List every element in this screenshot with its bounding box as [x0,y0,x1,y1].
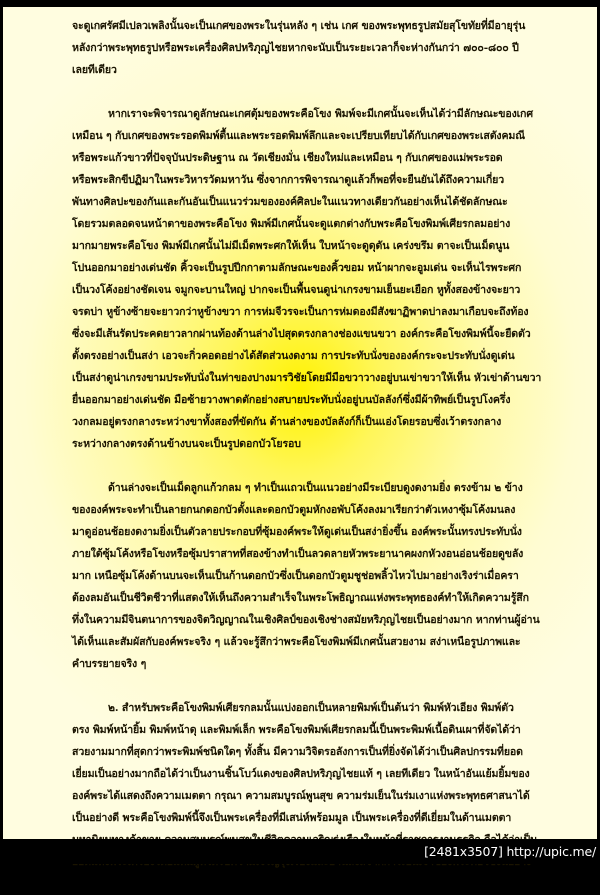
text-line: เยี่ยมเป็นอย่างมากถือได้ว่าเป็นงานชิ้นโบว์แดงของศิลปหริภุญไชยแท้ ๆ เลยทีเดียว ในหน้าอันแย้มยิ้มของ [72,768,530,780]
paragraph-2 [72,103,542,455]
text-line: มาก เหนือซุ้มโค้งด้านบนจะเห็นเป็นก้านดอกบัวซึ่งเป็นดอกบัวตูมชูช่อพลิ้วไหวไปมาอย่างเริงร่าเมื่อครา [72,570,519,582]
paragraph-3 [72,477,540,675]
text-line: หรือพระแก้วขาวที่ปัจจุบันประดิษฐาน ณ วัดเชียงมั่น เชียงใหม่และเหมือน ๆ กับเกศของแม่พระรอด [72,152,503,164]
text-line: มากมายพระคือโขง พิมพ์มีเกศนั้นไม่มีเม็ดพระศกให้เห็น ใบหน้าจะดูดุดัน เคร่งขรึม ตาจะเป็นเม็ดนูน [72,240,510,252]
text-line: มาดูอ่อนช้อยงดงามยิ่งเป็นตัวลายประกอบที่ซุ้มองค์พระให้ดูเด่นเป็นสง่ายิ่งขึ้น องค์พระนั้นทรงประทับนั่ง [72,526,522,538]
text-line: ๒. สำหรับพระคือโขงพิมพ์เศียรกลมนั้นแบ่งออกเป็นหลายพิมพ์เป็นต้นว่า พิมพ์หัวเอียง พิมพ์ตัว [108,702,514,714]
text-line: องค์พระได้แสดงถึงความเมตตา กรุณา ความสมบูรณ์พูนสุข ความร่มเย็นในร่มเงาแห่งพระพุทธศาสนาได้ [72,790,530,802]
text-line: ต้องลมอันเป็นชีวิตชีวาที่แสดงให้เห็นถึงความสำเร็จในพระโพธิญาณแห่งพระพุทธองค์ทำให้เกิดความรู้สึก [72,592,529,604]
text-line: ด้านล่างจะเป็นเม็ดลูกแก้วกลม ๆ ทำเป็นแถวเป็นแนวอย่างมีระเบียบดูงดงามยิ่ง ตรงข้าม ๒ ข้าง [108,482,523,494]
text-line: จรดบ่า หูข้างซ้ายจะยาวกว่าหูข้างขวา การห่มจีวรจะเป็นการห่มดองมีสังฆาฏิพาดบ่าลงมาเกือบจะถึงท้อง [72,306,529,318]
image-host-watermark: [2481x3507] http://upic.me/ [424,844,596,859]
text-line: เป็นอย่างดี พระคือโขงพิมพ์นี้จึงเป็นพระเครื่องที่มีเสน่ห์พร้อมมูล เป็นพระเครื่องที่ดีเยี่ยมในด้านเมตตา [72,812,512,824]
image-host-footer-bar [0,839,600,864]
text-line: คำบรรยายจริง ๆ [72,658,147,670]
text-line: โดยรวมตลอดจนหน้าตาของพระคือโขง พิมพ์มีเกศนั้นจะดูแตกต่างกับพระคือโขงพิมพ์เศียรกลมอย่าง [72,218,511,230]
text-line: เลยทีเดียว [72,64,117,76]
paragraph-1 [72,15,534,81]
text-line: วงกลมอยู่ตรงกลางระหว่างขาทั้งสองที่ขัดกัน ด้านล่างของบัลลังก์ก็เป็นแอ่งโดยรอบซึ่งเว้าตรงกลาง [72,416,502,428]
scanned-document-page [3,7,597,839]
text-line: ระหว่างกลางตรงด้านข้างบนจะเป็นรูปดอกบัวโยรอบ [72,438,301,450]
document-body [72,15,542,895]
text-line: ตั้งตรงอย่างเป็นสง่า เอวจะกิ่วคอดอย่างได้สัดส่วนงดงาม การประทับนั่งขององค์กระจะประทับนั่งดูเด่น [72,350,515,362]
text-line: ตรง พิมพ์หน้ายิ้ม พิมพ์หน้าดุ และพิมพ์เล็ก พระคือโขงพิมพ์เศียรกลมนี้เป็นพระพิมพ์เนื้อดินเผาที่จัดได้ว่า [72,724,521,736]
text-line: โปนออกมาอย่างเด่นชัด คิ้วจะเป็นรูปปีกกาตามลักษณะของคิ้วขอม หน้าผากจะอูมเด่น จะเห็นไรพระศก [72,262,522,274]
text-line: พันทางศิลปะของกันและกันอันเป็นแนวร่วมขององค์ศิลปะในแนวทางเดียวกันอย่างเห็นได้ชัดลักษณะ [72,196,508,208]
text-line: ทึ่งในความมีจินตนาการของจิตวิญญาณในเชิงศิลป์ของเชิงช่างสมัยหริภุญไชยเป็นอย่างมาก หากท่านผู้อ่าน [72,614,540,626]
text-line: ยื่นออกมาอย่างเด่นชัด มือซ้ายวางพาดตักอย่างสบายประทับนั่งอยู่บนบัลลังก์ซึ่งมีผ้าทิพย์เป็นรูปโงครึ่ง [72,394,511,406]
text-line: จะดูเกศรัศมีเปลวเพลิงนั้นจะเป็นเกศของพระในรุ่นหลัง ๆ เช่น เกศ ของพระพุทธรูปสมัยสุโขทัยที่มีอายุรุ่น [72,20,526,32]
text-line: ขององค์พระจะทำเป็นลายกนกดอกบัวตั้งและดอกบัวตูมหักงอพับโค้งลงมาเรียกว่าตัวเหงาซุ้มโค้งมนลง [72,504,516,516]
text-line: สวยงามมากที่สุดกว่าพระพิมพ์ชนิดใดๆ ทั้งสิ้น มีความวิจิตรอลังการเป็นที่ยิ่งจัดได้ว่าเป็นศิลปกรรมที่ยอด [72,746,523,758]
text-line: หากเราจะพิจารณาดูลักษณะเกศตุ้มของพระคือโขง พิมพ์จะมีเกศนั้นจะเห็นได้ว่ามีลักษณะของเกศ [108,108,533,120]
text-line: ได้เห็นและสัมผัสกับองค์พระจริง ๆ แล้วจะรู้สึกว่าพระคือโขงพิมพ์มีเกศนั้นสวยงาม สง่าเหนือรูปภาพและ [72,636,521,648]
text-line: หรือพระสิกขีปฏิมาในพระวิหารวัดมหาวัน ซึ่งจากการพิจารณาดูแล้วก็พอที่จะยืนยันได้ถึงความเกี่ยว [72,174,504,186]
text-line: ภายใต้ซุ้มโค้งหรือโขงหรือซุ้มปราสาทที่สองข้างทำเป็นลวดลายหัวพระยานาคผงกหัวงอนอ่อนช้อยดูขลัง [72,548,524,560]
text-line: หลังกว่าพระพุทธรูปหรือพระเครื่องศิลปหริภุญไชยหากจะนับเป็นระยะเวลาก็จะห่างกันกว่า ๗๐๐-๘๐๐ ปี [72,42,519,54]
text-line: ซึ่งจะมีเส้นรัดประคดยาวลากผ่านท้องด้านล่างไปสุดตรงกลางช่องแขนขวา องค์กระคือโขงพิมพ์นี้จะยืดตัว [72,328,531,340]
text-line: เป็นวงโค้งอย่างชัดเจน จมูกจะบานใหญ่ ปากจะเป็นพื้นจนดูน่าเกรงขามเย็นยะเยือก หูทั้งสองข้างจะยาว [72,284,521,296]
text-line: เป็นสง่าดูน่าเกรงขามประทับนั่งในท่าของปางมารวิชัยโดยมีมือขวาวางอยู่บนเข่าขวาให้เห็น หัวเข่าด้านขวา [72,372,542,384]
text-line: เหมือน ๆ กับเกศของพระรอดพิมพ์ตื้นและพระรอดพิมพ์ลึกและจะเปรียบเทียบได้กับเกศของพระเสตังคมณี [72,130,525,142]
